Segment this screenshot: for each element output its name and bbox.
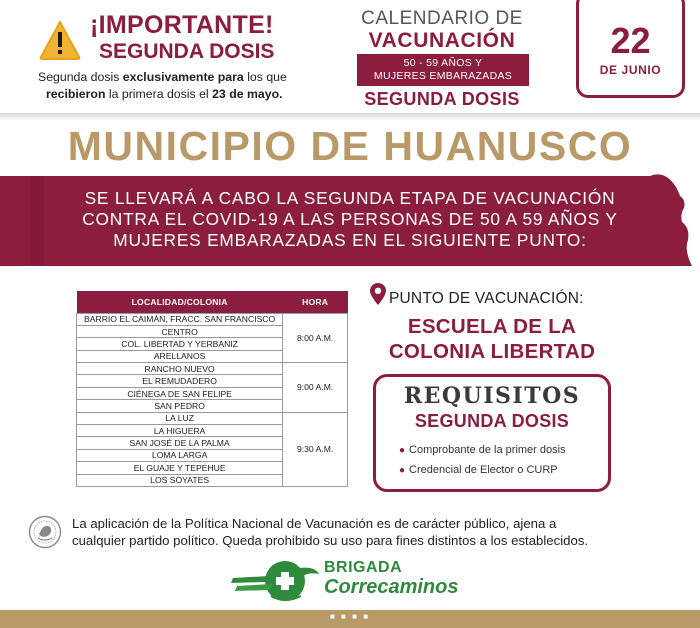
- brigada-correcaminos-logo-icon: [229, 556, 321, 606]
- calendar-title: CALENDARIO DE: [361, 8, 523, 29]
- localidad-cell: CENTRO: [77, 325, 283, 337]
- localidad-cell: SAN PEDRO: [77, 400, 283, 412]
- instagram-icon[interactable]: ■: [341, 612, 348, 621]
- hora-cell: 9:30 A.M.: [283, 412, 348, 486]
- important-subtitle: SEGUNDA DOSIS: [99, 40, 275, 63]
- bullet-icon: ●: [399, 445, 406, 456]
- schedule-table: [76, 291, 348, 487]
- table-header-row: [77, 291, 348, 313]
- calendar-age-box: [357, 54, 529, 86]
- localidad-cell: RANCHO NUEVO: [77, 363, 283, 375]
- important-note-line2: recibieron la primera dosis el 23 de mayo.: [46, 87, 283, 101]
- calendar-box-line2: MUJERES EMBARAZADAS: [373, 70, 513, 82]
- table-row: [77, 363, 348, 375]
- banner-text: [0, 188, 700, 251]
- localidad-cell: CIÉNEGA DE SAN FELIPE: [77, 387, 283, 399]
- calendar-box-line1: 50 - 59 AÑOS Y: [403, 57, 483, 69]
- date-month: DE JUNIO: [599, 63, 662, 77]
- header-localidad: LOCALIDAD/COLONIA: [77, 291, 283, 313]
- hora-cell: 8:00 A.M.: [283, 313, 348, 363]
- correcaminos-label: Correcaminos: [324, 576, 459, 598]
- social-icons: [0, 612, 700, 621]
- legal-line1: La aplicación de la Política Nacional de Vacunación es de carácter público, ajena a: [72, 516, 557, 531]
- requisito-item: [399, 464, 558, 476]
- bullet-icon: ●: [399, 465, 406, 476]
- calendar-vacunacion: VACUNACIÓN: [368, 29, 516, 52]
- escuela-line2: COLONIA LIBERTAD: [388, 340, 596, 363]
- header-hora: HORA: [283, 291, 348, 313]
- requisito-text: Comprobante de la primer dosis: [409, 444, 566, 456]
- requisito-item: [399, 444, 566, 456]
- requisito-text: Credencial de Elector o CURP: [409, 464, 558, 476]
- localidad-cell: COL. LIBERTAD Y YERBANIZ: [77, 338, 283, 350]
- table-row: [77, 412, 348, 424]
- youtube-icon[interactable]: ■: [363, 612, 371, 621]
- escuela-line1: ESCUELA DE LA: [407, 315, 577, 338]
- localidad-cell: BARRIO EL CAIMÁN, FRACC. SAN FRANCISCO: [77, 313, 283, 325]
- banner-line3: MUJERES EMBARAZADAS EN EL SIGUIENTE PUNTO:: [113, 230, 587, 250]
- localidad-cell: LOS SOYATES: [77, 474, 283, 486]
- localidad-cell: EL GUAJE Y TEPEHUE: [77, 462, 283, 474]
- warning-icon: [39, 20, 81, 60]
- municipio-title: MUNICIPIO DE HUANUSCO: [67, 123, 633, 169]
- hora-cell: 9:00 A.M.: [283, 363, 348, 413]
- punto-vacunacion-label: PUNTO DE VACUNACIÓN:: [389, 290, 584, 307]
- calendar-segunda-dosis: SEGUNDA DOSIS: [364, 89, 520, 109]
- banner-line1: SE LLEVARÁ A CABO LA SEGUNDA ETAPA DE VACUNACIÓN: [84, 188, 616, 208]
- legal-disclaimer: [72, 515, 682, 549]
- requisitos-title: REQUISITOS: [403, 383, 581, 409]
- localidad-cell: EL REMUDADERO: [77, 375, 283, 387]
- localidad-cell: ARELLANOS: [77, 350, 283, 362]
- national-seal-icon: [28, 515, 62, 549]
- escuela-name: [360, 314, 624, 364]
- banner-line2: CONTRA EL COVID-19 A LAS PERSONAS DE 50 A 59 AÑOS Y: [82, 209, 618, 229]
- table-row: [77, 313, 348, 325]
- important-title: ¡IMPORTANTE!: [90, 11, 274, 39]
- location-pin-icon: [370, 283, 386, 305]
- twitter-icon[interactable]: ■: [352, 612, 359, 621]
- localidad-cell: LA HIGUERA: [77, 425, 283, 437]
- important-note-line1: Segunda dosis exclusivamente para los que: [38, 70, 287, 84]
- requisitos-subtitle: SEGUNDA DOSIS: [414, 411, 570, 431]
- localidad-cell: LOMA LARGA: [77, 449, 283, 461]
- header-shadow: [0, 113, 700, 121]
- brigada-label: BRIGADA: [324, 559, 403, 576]
- localidad-cell: LA LUZ: [77, 412, 283, 424]
- legal-line2: cualquier partido político. Queda prohibido su uso para fines distintos a los establecidos.: [72, 533, 589, 548]
- localidad-cell: SAN JOSÉ DE LA PALMA: [77, 437, 283, 449]
- date-day: 22: [610, 20, 651, 61]
- facebook-icon[interactable]: ■: [329, 612, 337, 621]
